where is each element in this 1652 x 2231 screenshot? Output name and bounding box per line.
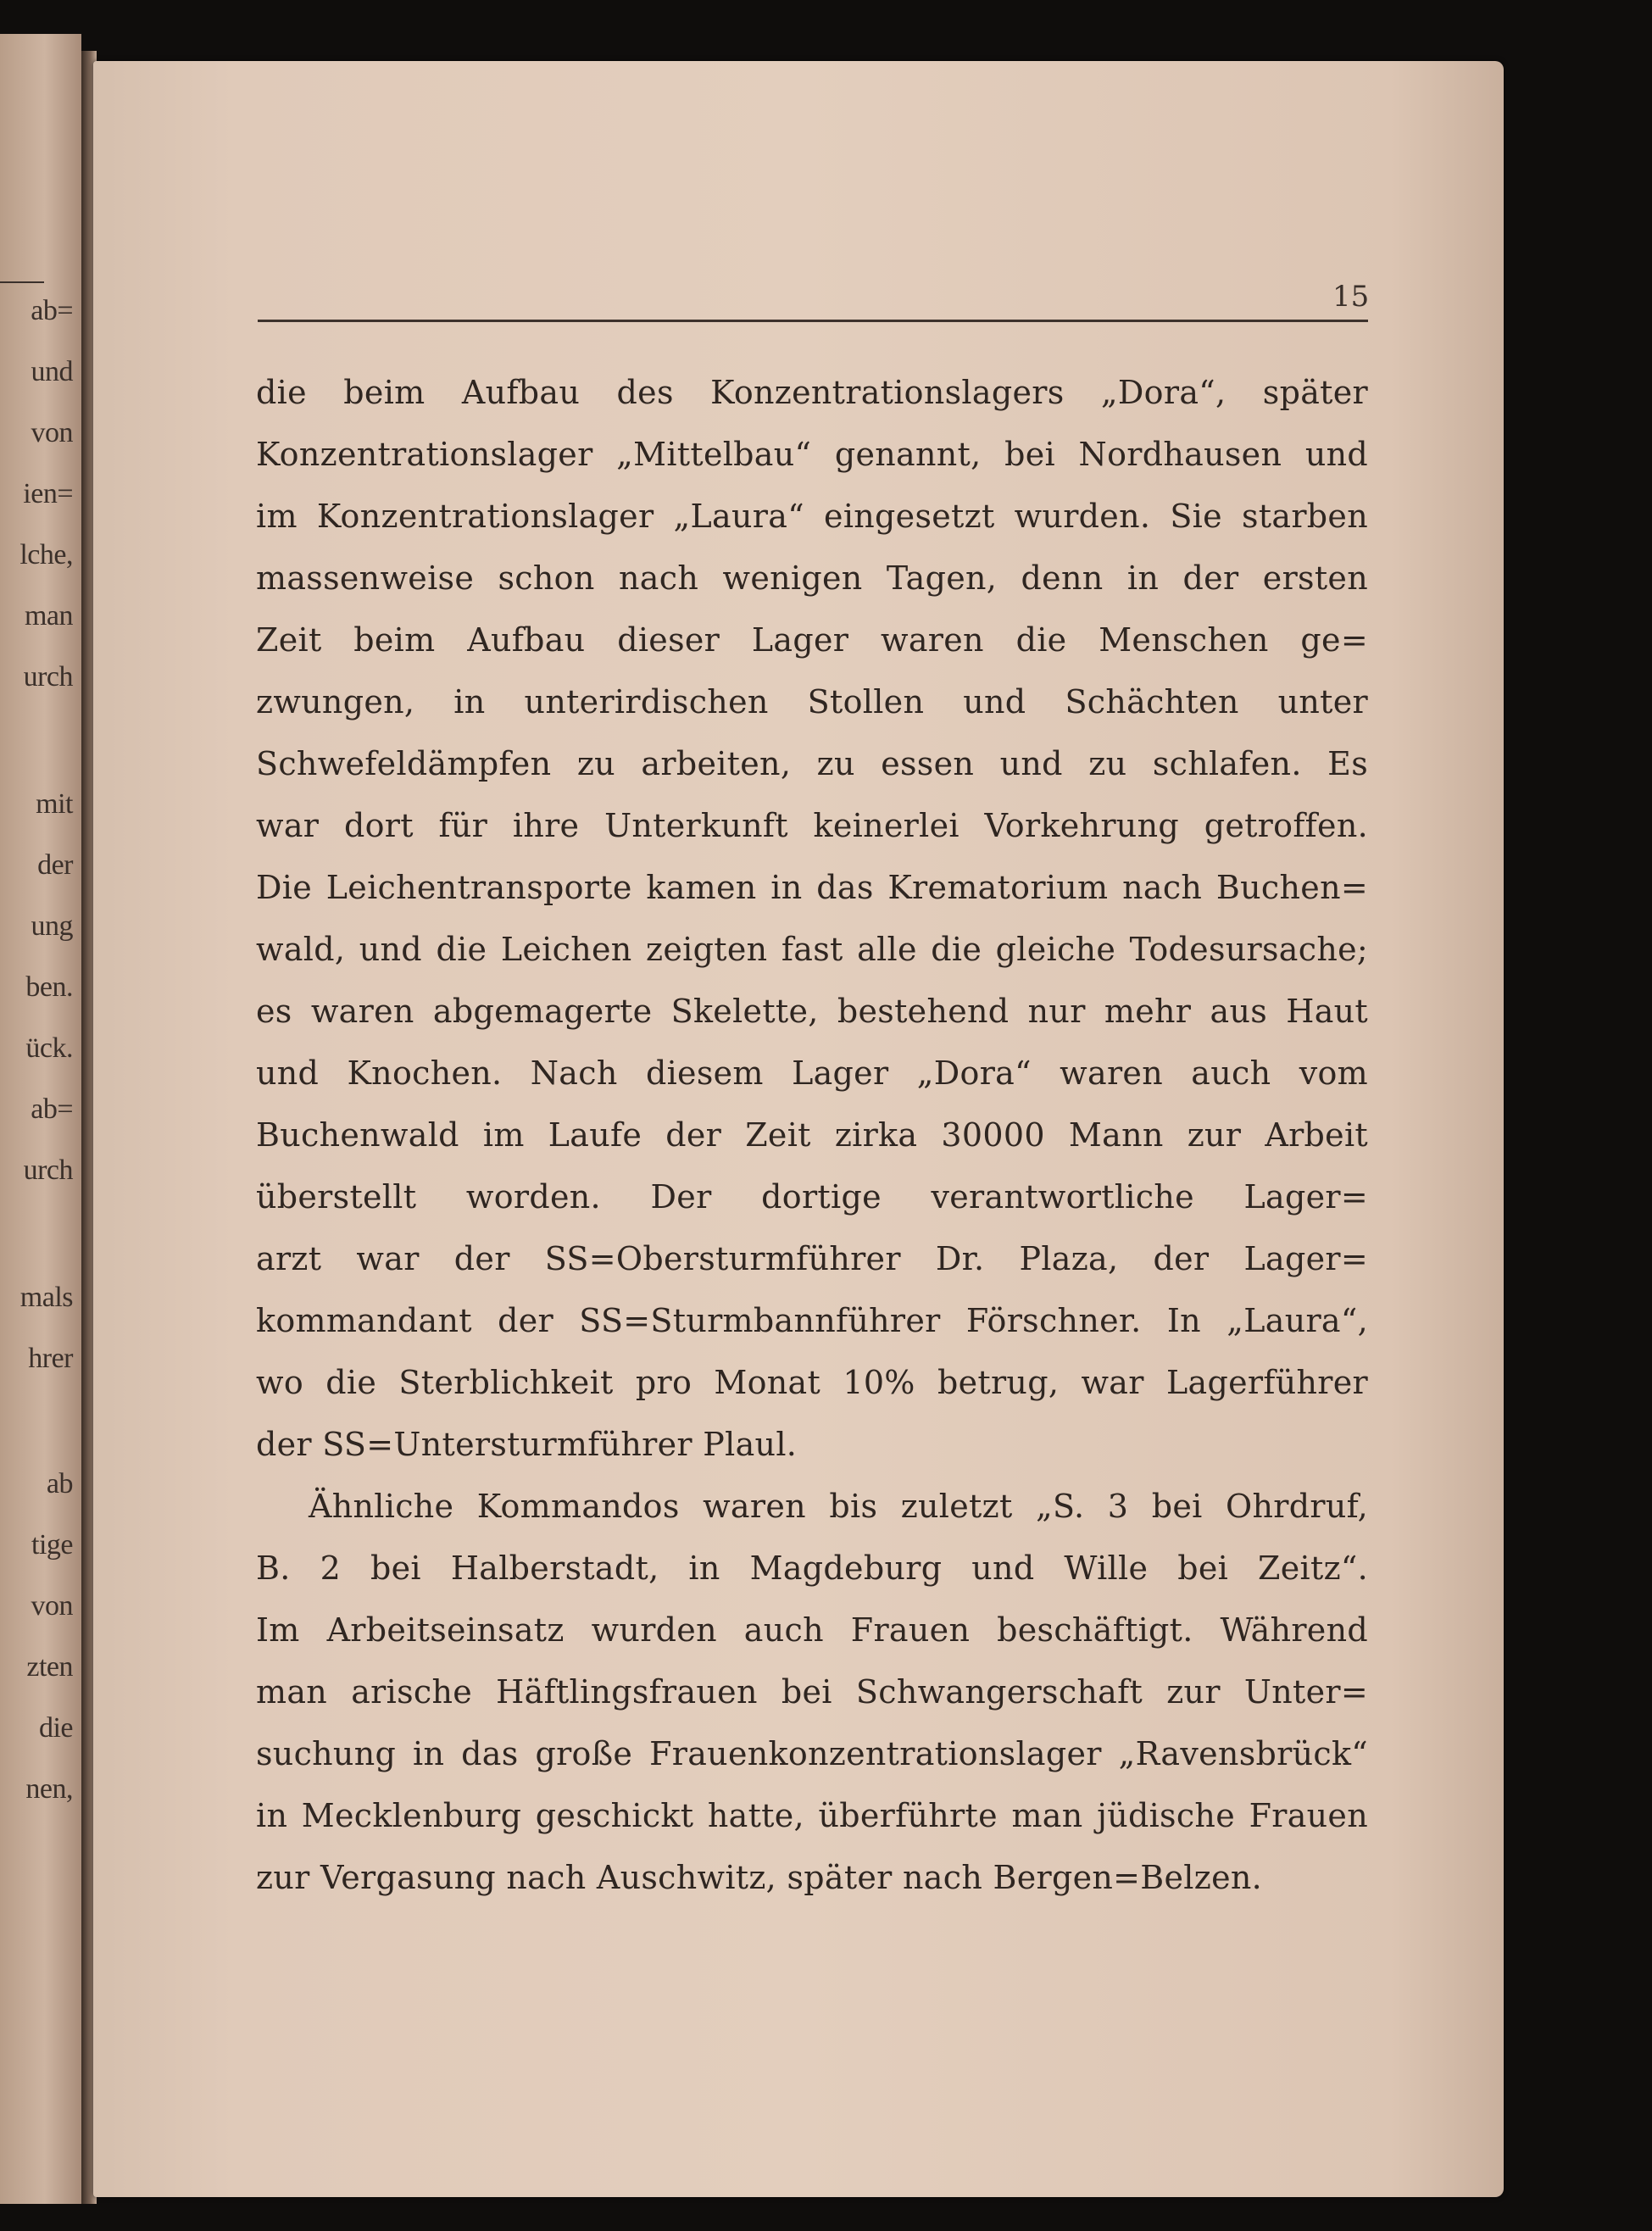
header-rule bbox=[258, 320, 1368, 322]
previous-page-fragment: ab bbox=[46, 1468, 73, 1499]
previous-page-fragment: ung bbox=[31, 910, 73, 942]
text-line: wald, und die Leichen zeigten fast alle die gleiche Todesursache; bbox=[256, 931, 1368, 968]
text-line: man arische Häftlingsfrauen bei Schwangerschaft zur Unter= bbox=[256, 1673, 1368, 1711]
previous-page-fragment: lche, bbox=[19, 539, 73, 570]
text-line: massenweise schon nach wenigen Tagen, denn in der ersten bbox=[256, 559, 1368, 597]
previous-page-fragment: tige bbox=[31, 1529, 73, 1561]
previous-page-fragment: die bbox=[38, 1712, 73, 1744]
text-line: in Mecklenburg geschickt hatte, überführte man jüdische Frauen bbox=[256, 1797, 1368, 1834]
text-line: kommandant der SS=Sturmbannführer Förschner. In „Laura“, bbox=[256, 1302, 1368, 1339]
previous-page-fragment: man bbox=[24, 600, 73, 631]
previous-page-fragment: und bbox=[31, 356, 73, 387]
previous-page-fragment: mit bbox=[36, 788, 73, 820]
text-line: im Konzentrationslager „Laura“ eingesetzt wurden. Sie starben bbox=[256, 498, 1368, 535]
previous-page-rule bbox=[0, 281, 44, 283]
previous-page-fragment: von bbox=[31, 1590, 73, 1622]
text-line: Die Leichentransporte kamen in das Krematorium nach Buchen= bbox=[256, 869, 1368, 906]
text-line: die beim Aufbau des Konzentrationslagers „Dora“, später bbox=[256, 374, 1368, 411]
previous-page-fragment: ben. bbox=[25, 971, 73, 1003]
previous-page-fragment: der bbox=[37, 849, 73, 881]
previous-page-fragment: ück. bbox=[25, 1032, 73, 1064]
previous-page-fragment: urch bbox=[23, 661, 73, 693]
text-line: Im Arbeitseinsatz wurden auch Frauen beschäftigt. Während bbox=[256, 1611, 1368, 1649]
page-body-text bbox=[256, 362, 1368, 1909]
previous-page-fragment: ab= bbox=[31, 295, 73, 326]
previous-page-fragment: nen, bbox=[25, 1773, 73, 1805]
text-line: arzt war der SS=Obersturmführer Dr. Plaza, der Lager= bbox=[256, 1240, 1368, 1277]
previous-page-edge bbox=[0, 34, 81, 2204]
text-line: wo die Sterblichkeit pro Monat 10% betrug, war Lagerführer bbox=[256, 1364, 1368, 1401]
previous-page-fragment: hrer bbox=[28, 1343, 73, 1374]
previous-page-fragment: von bbox=[31, 417, 73, 448]
previous-page-fragment: urch bbox=[23, 1154, 73, 1186]
page-number: 15 bbox=[1332, 280, 1370, 314]
book-page bbox=[93, 61, 1504, 2197]
text-line: Zeit beim Aufbau dieser Lager waren die Menschen ge= bbox=[256, 621, 1368, 659]
text-line: B. 2 bei Halberstadt, in Magdeburg und Wille bei Zeitz“. bbox=[256, 1549, 1368, 1587]
previous-page-fragment: zten bbox=[26, 1651, 73, 1683]
text-line: Konzentrationslager „Mittelbau“ genannt, bei Nordhausen und bbox=[256, 436, 1368, 473]
text-line: war dort für ihre Unterkunft keinerlei Vorkehrung getroffen. bbox=[256, 807, 1368, 844]
text-line: der SS=Untersturmführer Plaul. bbox=[256, 1426, 798, 1463]
text-line: Schwefeldämpfen zu arbeiten, zu essen und zu schlafen. Es bbox=[256, 745, 1368, 782]
text-line: überstellt worden. Der dortige verantwortliche Lager= bbox=[256, 1178, 1368, 1216]
previous-page-fragment: mals bbox=[19, 1282, 73, 1313]
text-line: Buchenwald im Laufe der Zeit zirka 30000 Mann zur Arbeit bbox=[256, 1116, 1368, 1154]
previous-page-fragment: ien= bbox=[23, 478, 73, 509]
previous-page-fragment: ab= bbox=[31, 1093, 73, 1125]
text-line: zur Vergasung nach Auschwitz, später nach Bergen=Belzen. bbox=[256, 1859, 1263, 1896]
text-line: Ähnliche Kommandos waren bis zuletzt „S. 3 bei Ohrdruf, bbox=[309, 1488, 1368, 1525]
text-line: es waren abgemagerte Skelette, bestehend nur mehr aus Haut bbox=[256, 993, 1368, 1030]
text-line: suchung in das große Frauenkonzentrationslager „Ravensbrück“ bbox=[256, 1735, 1368, 1772]
text-line: zwungen, in unterirdischen Stollen und Schächten unter bbox=[256, 683, 1368, 720]
text-line: und Knochen. Nach diesem Lager „Dora“ waren auch vom bbox=[256, 1054, 1368, 1092]
